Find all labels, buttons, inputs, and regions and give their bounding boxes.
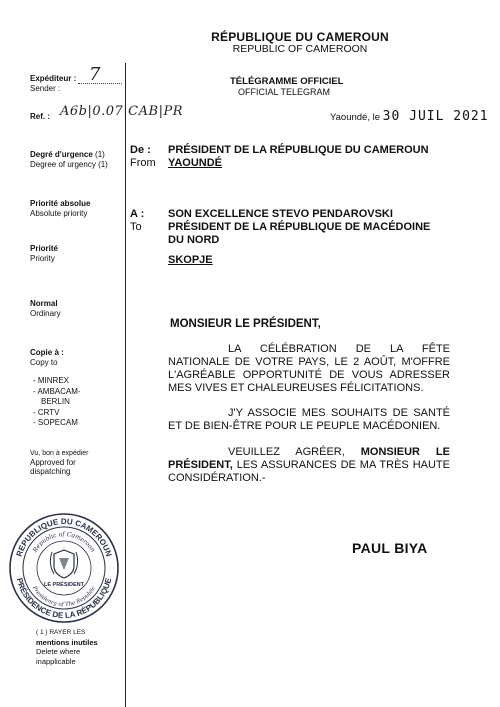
seal-inner-top-text: Republic of Cameroon [31, 530, 97, 554]
seal-outer-bottom-text: PRÉSIDENCE DE LA RÉPUBLIQUE [14, 577, 114, 621]
copy-list [33, 376, 81, 429]
date-value: 30 JUIL 2021 [382, 109, 489, 124]
sender-label: Expéditeur : Sender : [30, 74, 77, 93]
copy-item: BERLIN [41, 397, 70, 406]
priority-absolute-label: Priorité absolue Absolute priority [30, 199, 91, 218]
normal-label: Normal Ordinary [30, 299, 61, 318]
body-paragraph-1: LA CÉLÉBRATION DE LA FÊTE NATIONALE DE VOTRE PAYS, LE 2 AOÛT, M'OFFRE L'AGRÉABLE OPPORTUNITÉ DE VOUS ADRESSER MES VIVES ET CHALEUREUSES FÉLICITATIONS. [168, 343, 450, 394]
salutation: MONSIEUR LE PRÉSIDENT, [170, 318, 321, 330]
copy-item: - MINREX [33, 376, 69, 385]
copy-label: Copie à : Copy to [30, 348, 64, 367]
date-prefix: Yaoundé, le [330, 112, 381, 123]
coat-of-arms-icon [50, 550, 77, 578]
presidential-seal [8, 512, 120, 624]
copy-item: - CRTV [33, 407, 60, 417]
from-label: De : From [130, 144, 156, 169]
from-line1: PRÉSIDENT DE LA RÉPUBLIQUE DU CAMEROUN [168, 144, 429, 156]
sender-value: 7 [89, 64, 101, 85]
to-block [168, 208, 430, 267]
to-line1: SON EXCELLENCE STEVO PENDAROVSKI [168, 208, 393, 220]
ref-label: Ref. : [30, 112, 50, 121]
telegram-title-fr: TÉLÉGRAMME OFFICIEL [230, 76, 344, 87]
seal-center-text: LE PRÉSIDENT [43, 582, 85, 588]
body-paragraph-2: J'Y ASSOCIE MES SOUHAITS DE SANTÉ ET DE BIEN-ÊTRE POUR LE PEUPLE MACÉDONIEN. [168, 407, 450, 432]
seal-inner-bottom-text: Presidency of The Republic [30, 585, 98, 609]
to-line2: PRÉSIDENT DE LA RÉPUBLIQUE DE MACÉDOINE [168, 221, 431, 233]
body-paragraph-3: VEUILLEZ AGRÉER, MONSIEUR LE PRÉSIDENT, LES ASSURANCES DE MA TRÈS HAUTE CONSIDÉRATION.- [168, 446, 450, 484]
republic-title-en: REPUBLIC OF CAMEROON [232, 43, 368, 55]
from-line2: YAOUNDÉ [168, 157, 222, 169]
priority-label: Priorité Priority [30, 244, 59, 263]
signature-name: PAUL BIYA [352, 540, 428, 556]
seal-outer-top-text: REPUBLIQUE DU CAMEROUN [14, 516, 114, 558]
copy-item: - SOPECAM [33, 418, 78, 427]
footnote: ( 1 ) RAYER LES mentions inutiles Delete where inapplicable [36, 629, 98, 666]
approval-label: Vu, bon à expédier Approved for dispatching [30, 450, 89, 476]
telegram-title-en: OFFICIAL TELEGRAM [238, 87, 331, 97]
to-line3: DU NORD [168, 234, 220, 246]
ref-value: A6b|0.07|CAB|PR [60, 104, 183, 119]
vertical-divider [125, 63, 126, 707]
to-city: SKOPJE [168, 254, 213, 266]
date-line [330, 109, 489, 124]
urgency-label: Degré d'urgence (1) Degree of urgency (1) [30, 150, 108, 169]
copy-item: - AMBACAM- [33, 386, 81, 396]
to-label: A : To [130, 208, 145, 233]
republic-title-fr: RÉPUBLIQUE DU CAMEROUN [211, 30, 389, 44]
from-block [168, 144, 429, 170]
sender-dotted-line [78, 83, 122, 84]
